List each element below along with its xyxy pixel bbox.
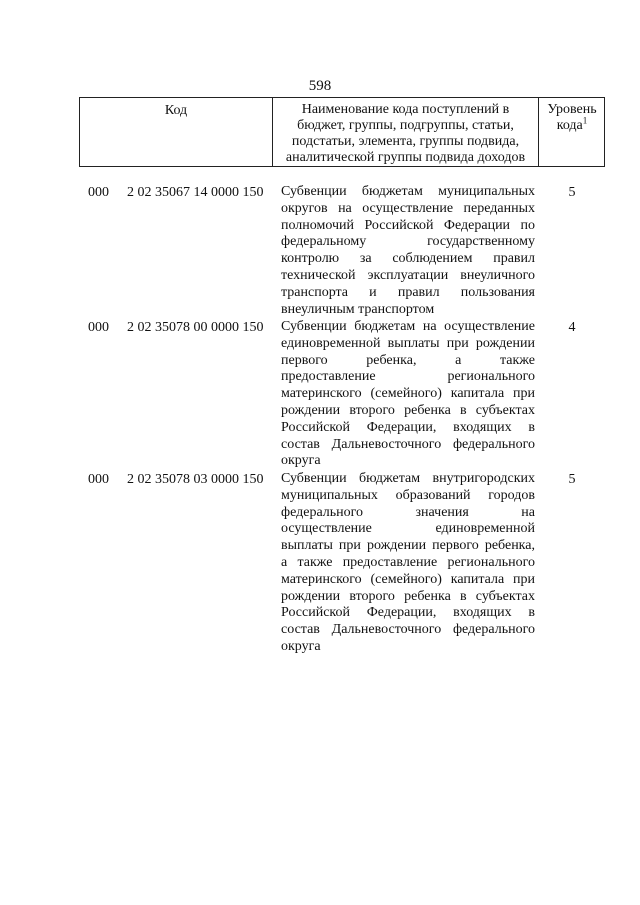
revenue-name-line: состав Дальневосточного федерального [281, 436, 535, 452]
revenue-name-line: округа [281, 638, 321, 654]
admin-code: 000 [88, 472, 109, 487]
header-level-text: кода [556, 118, 583, 133]
revenue-name-line: контролю за соблюдением правил [281, 251, 535, 267]
code-level: 5 [568, 472, 576, 487]
revenue-name-line: Российской Федерации, входящих в [281, 419, 535, 435]
header-name-line: бюджет, группы, подгруппы, статьи, [297, 118, 514, 133]
revenue-name-line: внеуличным транспортом [281, 301, 435, 317]
revenue-name-line: единовременной выплаты при рождении [281, 335, 535, 351]
revenue-name-line: состав Дальневосточного федерального [281, 622, 535, 638]
revenue-name-line: осуществление единовременной [281, 521, 535, 537]
revenue-name-line: округа [281, 453, 321, 469]
revenue-name-line: рождении второго ребенка в субъектах [281, 402, 535, 418]
header-level-column [538, 98, 605, 166]
revenue-name-line: выплаты при рождении первого ребенка, [281, 538, 535, 554]
revenue-name-line: Субвенции бюджетам внутригородских [281, 471, 535, 486]
revenue-name-line: полномочий Российской Федерации по [281, 217, 535, 233]
revenue-name [281, 319, 535, 470]
header-code-column: Код [164, 103, 188, 118]
revenue-name-line: федерального значения на [281, 504, 535, 520]
revenue-name-line: материнского (семейного) капитала при [281, 571, 535, 587]
page-number: 598 [308, 78, 332, 94]
revenue-name-line: муниципальных образований городов [281, 487, 535, 503]
header-level-line [539, 115, 605, 134]
code-level: 4 [568, 320, 576, 335]
revenue-name-line: федеральному государственному [281, 234, 535, 250]
code-level: 5 [568, 185, 576, 200]
revenue-code: 2 02 35078 00 0000 150 [127, 320, 264, 335]
table-header [79, 97, 605, 167]
footnote-marker: 1 [582, 115, 588, 126]
revenue-name-line: Российской Федерации, входящих в [281, 605, 535, 621]
revenue-name-line: Субвенции бюджетам муниципальных [281, 184, 535, 199]
revenue-name-line: первого ребенка, а также [281, 352, 535, 368]
revenue-name-line: предоставление регионального [281, 369, 535, 385]
revenue-name-line: а также предоставление регионального [281, 554, 535, 570]
revenue-name-line: технической эксплуатации внеуличного [281, 267, 535, 283]
revenue-name-line: округов на осуществление переданных [281, 200, 535, 216]
admin-code: 000 [88, 320, 109, 335]
revenue-name-line: транспорта и правил пользования [281, 284, 535, 300]
header-name-line: Наименование кода поступлений в [301, 102, 510, 117]
admin-code: 000 [88, 185, 109, 200]
header-name-column [272, 98, 538, 166]
revenue-name [281, 471, 535, 656]
header-name-line: аналитической группы подвида доходов [285, 150, 526, 165]
header-level-line: Уровень [547, 102, 597, 117]
revenue-name [281, 184, 535, 318]
header-name-line: подстатьи, элемента, группы подвида, [291, 134, 520, 149]
revenue-name-line: материнского (семейного) капитала при [281, 386, 535, 402]
revenue-code: 2 02 35067 14 0000 150 [127, 185, 264, 200]
revenue-name-line: Субвенции бюджетам на осуществление [281, 319, 535, 334]
revenue-name-line: рождении второго ребенка в субъектах [281, 588, 535, 604]
revenue-code: 2 02 35078 03 0000 150 [127, 472, 264, 487]
